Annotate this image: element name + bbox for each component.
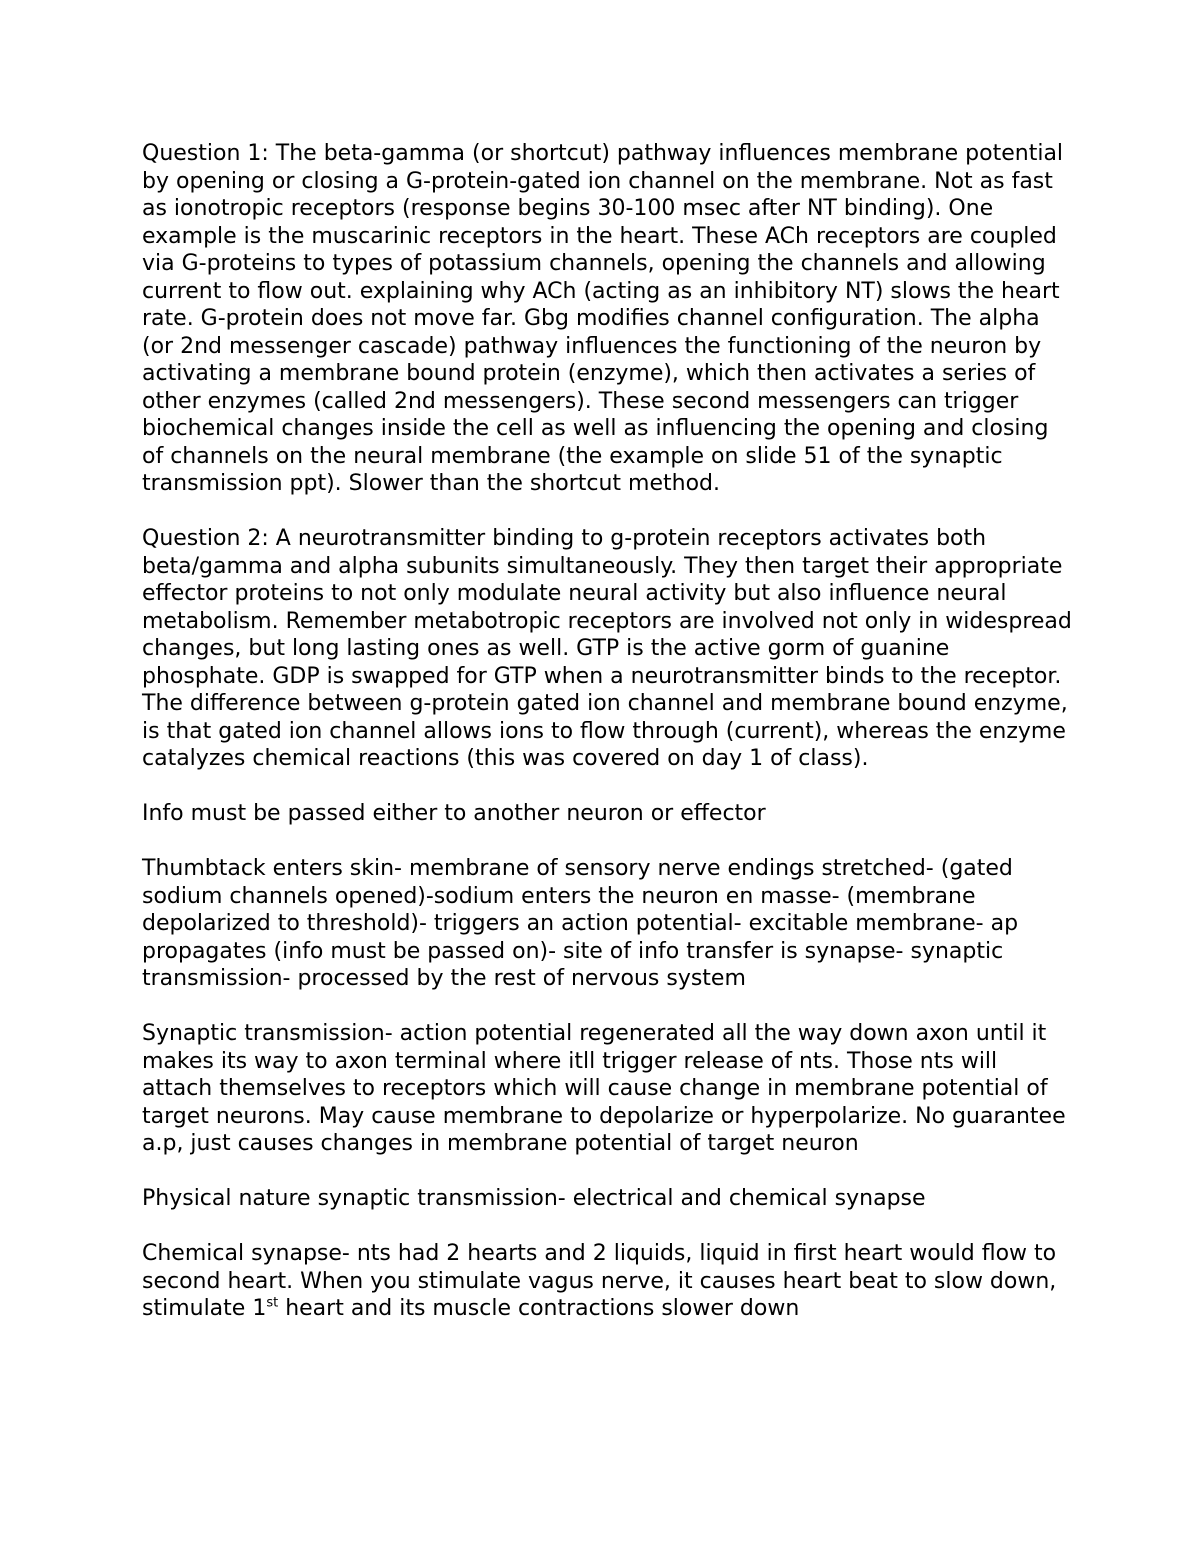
paragraph-info-passed: Info must be passed either to another neuron or effector	[142, 801, 766, 826]
paragraph-question-2: Question 2: A neurotransmitter binding to g-protein receptors activates both beta/gamma and alpha subunits simultaneously. They then target their appropriate effector proteins to not only modulate neural activity but also influence neural metabolism. Remember metabotropic receptors are involved not only in widespread changes, but long lasting ones as well. GTP is the active gorm of guanine phosphate. GDP is swapped for GTP when a neurotransmitter binds to the receptor. The difference between g-protein gated ion channel and membrane bound enzyme, is that gated ion channel allows ions to flow through (current), whereas the enzyme catalyzes chemical reactions (this was covered on day 1 of class).	[142, 526, 1072, 771]
paragraph-chemical-synapse	[142, 1240, 1072, 1323]
chemical-synapse-text-start: Chemical synapse- nts had 2 hearts and 2 liquids, liquid in first heart would flow to second heart. When you stimulate vagus nerve, it causes heart beat to slow down, stimulate 1	[142, 1241, 1057, 1321]
paragraph-thumbtack: Thumbtack enters skin- membrane of sensory nerve endings stretched- (gated sodium channels opened)-sodium enters the neuron en masse- (membrane depolarized to threshold)- triggers an action potential- excitable membrane- ap propagates (info must be passed on)- site of info transfer is synapse- synaptic transmission- processed by the rest of nervous system	[142, 856, 1019, 991]
chemical-synapse-text-end: heart and its muscle contractions slower down	[278, 1296, 800, 1321]
document-body	[142, 140, 1072, 1323]
paragraph-question-1: Question 1: The beta-gamma (or shortcut) pathway influences membrane potential by opening or closing a G-protein-gated ion channel on the membrane. Not as fast as ionotropic receptors (response begins 30-100 msec after NT binding). One example is the muscarinic receptors in the heart. These ACh receptors are coupled via G-proteins to types of potassium channels, opening the channels and allowing current to flow out. explaining why ACh (acting as an inhibitory NT) slows the heart rate. G-protein does not move far. Gbg modifies channel configuration. The alpha (or 2nd messenger cascade) pathway influences the functioning of the neuron by activating a membrane bound protein (enzyme), which then activates a series of other enzymes (called 2nd messengers). These second messengers can trigger biochemical changes inside the cell as well as influencing the opening and closing of channels on the neural membrane (the example on slide 51 of the synaptic transmission ppt). Slower than the shortcut method.	[142, 141, 1064, 496]
ordinal-superscript: st	[266, 1295, 279, 1311]
paragraph-synaptic-transmission: Synaptic transmission- action potential regenerated all the way down axon until it makes its way to axon terminal where itll trigger release of nts. Those nts will attach themselves to receptors which will cause change in membrane potential of target neurons. May cause membrane to depolarize or hyperpolarize. No guarantee a.p, just causes changes in membrane potential of target neuron	[142, 1021, 1066, 1156]
paragraph-physical-nature: Physical nature synaptic transmission- electrical and chemical synapse	[142, 1186, 926, 1211]
